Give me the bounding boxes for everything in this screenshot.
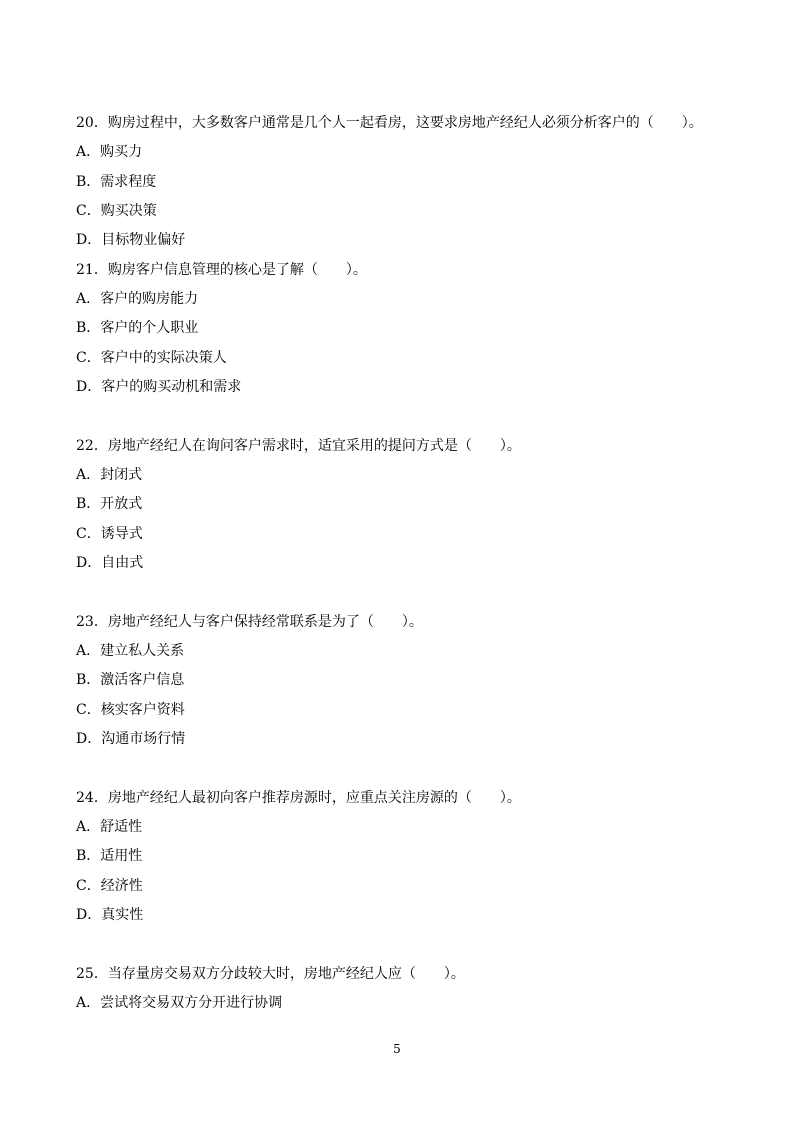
question-20-stem: 20．购房过程中，大多数客户通常是几个人一起看房，这要求房地产经纪人必须分析客户的（ ）。 bbox=[76, 115, 703, 131]
question-24-stem: 24．房地产经纪人最初向客户推荐房源时，应重点关注房源的（ ）。 bbox=[76, 790, 521, 806]
question-22-option-c: C．诱导式 bbox=[76, 526, 143, 542]
question-22-option-a: A．封闭式 bbox=[76, 467, 143, 483]
question-24-option-c: C．经济性 bbox=[76, 878, 143, 894]
question-23-option-d: D．沟通市场行情 bbox=[76, 731, 186, 747]
question-24-option-d: D．真实性 bbox=[76, 907, 144, 923]
question-22-option-b: B．开放式 bbox=[76, 496, 143, 512]
question-21-option-d: D．客户的购买动机和需求 bbox=[76, 379, 242, 395]
page-number: 5 bbox=[393, 1042, 401, 1056]
question-22-stem: 22．房地产经纪人在询问客户需求时，适宜采用的提问方式是（ ）。 bbox=[76, 438, 521, 454]
question-20-option-a: A．购买力 bbox=[76, 144, 143, 160]
question-25-option-a: A．尝试将交易双方分开进行协调 bbox=[76, 995, 283, 1011]
question-21-option-a: A．客户的购房能力 bbox=[76, 291, 199, 307]
question-23-option-a: A．建立私人关系 bbox=[76, 643, 185, 659]
question-23-option-b: B．激活客户信息 bbox=[76, 672, 185, 688]
question-25-stem: 25．当存量房交易双方分歧较大时，房地产经纪人应（ ）。 bbox=[76, 966, 465, 982]
question-20-option-c: C．购买决策 bbox=[76, 203, 157, 219]
question-22-option-d: D．自由式 bbox=[76, 555, 144, 571]
question-20-option-b: B．需求程度 bbox=[76, 174, 157, 190]
question-24-option-a: A．舒适性 bbox=[76, 819, 143, 835]
question-21-option-c: C．客户中的实际决策人 bbox=[76, 350, 227, 366]
question-21-option-b: B．客户的个人职业 bbox=[76, 320, 199, 336]
question-23-option-c: C．核实客户资料 bbox=[76, 702, 185, 718]
question-21-stem: 21．购房客户信息管理的核心是了解（ ）。 bbox=[76, 262, 367, 278]
question-23-stem: 23．房地产经纪人与客户保持经常联系是为了（ ）。 bbox=[76, 614, 423, 630]
question-24-option-b: B．适用性 bbox=[76, 848, 143, 864]
question-20-option-d: D．目标物业偏好 bbox=[76, 232, 186, 248]
